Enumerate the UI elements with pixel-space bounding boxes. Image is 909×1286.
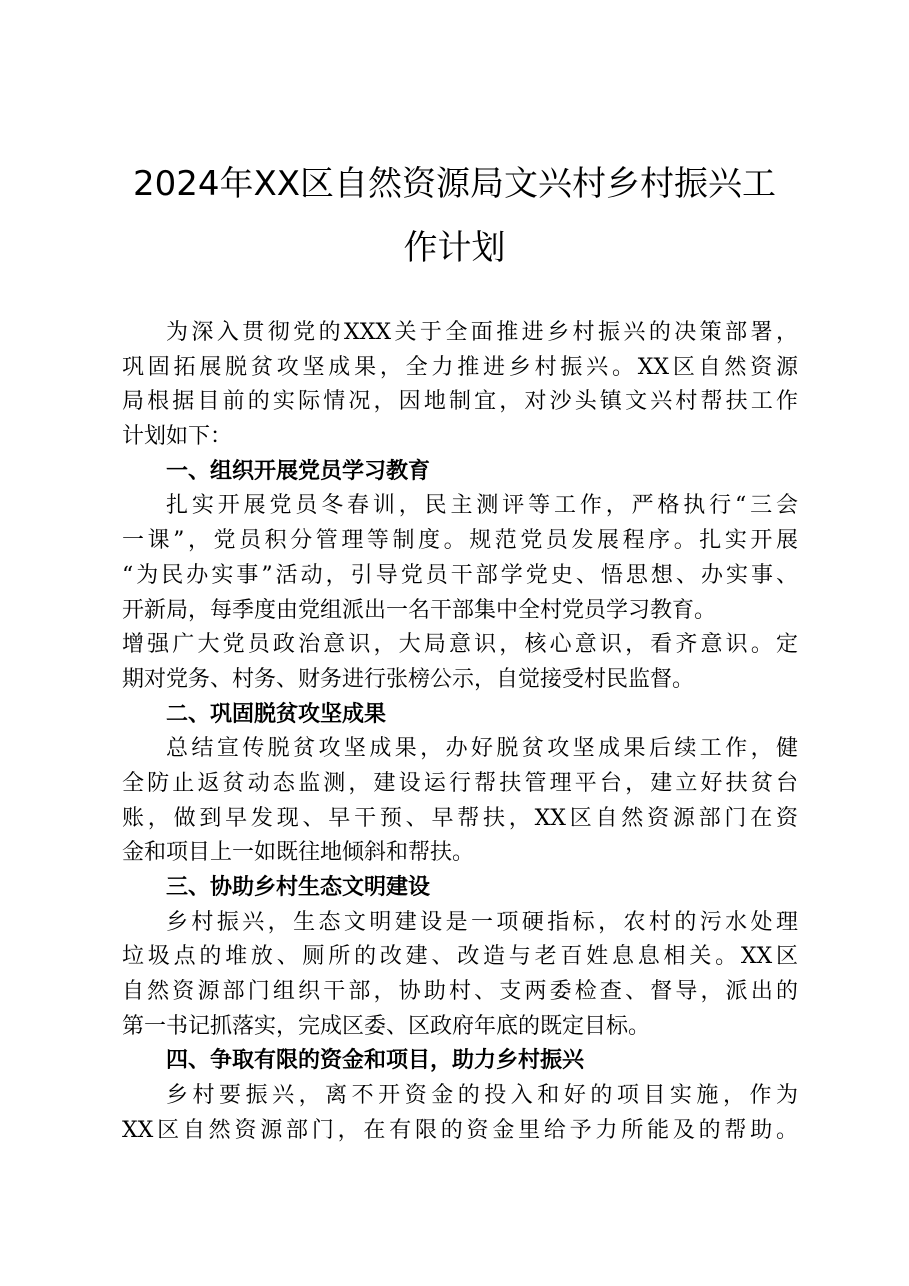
document-title-line-1: 2024年XX区自然资源局文兴村乡村振兴工 (132, 164, 777, 204)
paragraph-line: 局根据目前的实际情况，因地制宜，对沙头镇文兴村帮扶工作 (122, 389, 798, 415)
paragraph-line: 巩固拓展脱贫攻坚成果，全力推进乡村振兴。XX区自然资源 (122, 354, 798, 380)
paragraph-line: 乡村振兴，生态文明建设是一项硬指标，农村的污水处理 (166, 909, 798, 935)
paragraph-line: 增强广大党员政治意识，大局意识，核心意识，看齐意识。定 (122, 632, 798, 658)
section-heading: 三、协助乡村生态文明建设 (166, 875, 431, 900)
paragraph-line: 总结宣传脱贫攻坚成果，办好脱贫攻坚成果后续工作，健 (166, 736, 798, 762)
section-heading: 二、巩固脱贫攻坚成果 (166, 701, 387, 727)
paragraph-line: 第一书记抓落实，完成区委、区政府年底的既定目标。 (122, 1013, 651, 1039)
document-body (122, 316, 798, 1149)
paragraph-line: 期对党务、村务、财务进行张榜公示，自觉接受村民监督。 (122, 666, 695, 692)
section-heading: 一、组织开展党员学习教育 (166, 458, 431, 484)
paragraph-line: 计划如下： (122, 424, 233, 450)
paragraph-line: 账，做到早发现、早干预、早帮扶，XX区自然资源部门在资 (122, 805, 798, 831)
paragraph-line: 开新局，每季度由党组派出一名干部集中全村党员学习教育。 (122, 597, 717, 623)
paragraph-line: 扎实开展党员冬春训，民主测评等工作，严格执行“三会 (166, 493, 798, 519)
paragraph-line: 为深入贯彻党的XXX关于全面推进乡村振兴的决策部署， (166, 320, 798, 345)
paragraph-line: 自然资源部门组织干部，协助村、支两委检查、督导，派出的 (122, 979, 798, 1005)
paragraph-line: 垃圾点的堆放、厕所的改建、改造与老百姓息息相关。XX区 (122, 944, 798, 970)
paragraph-line: 金和项目上一如既往地倾斜和帮扶。 (122, 840, 475, 866)
paragraph-line: XX区自然资源部门，在有限的资金里给予力所能及的帮助。 (122, 1117, 798, 1143)
paragraph-line: “为民办实事”活动，引导党员干部学党史、悟思想、办实事、 (122, 562, 798, 588)
paragraph-line: 一课”，党员积分管理等制度。规范党员发展程序。扎实开展 (122, 528, 798, 554)
document-title-line-2: 作计划 (403, 228, 506, 268)
section-heading: 四、争取有限的资金和项目，助力乡村振兴 (166, 1048, 585, 1074)
paragraph-line: 全防止返贫动态监测，建设运行帮扶管理平台，建立好扶贫台 (122, 770, 798, 796)
paragraph-line: 乡村要振兴，离不开资金的投入和好的项目实施，作为 (166, 1083, 798, 1109)
